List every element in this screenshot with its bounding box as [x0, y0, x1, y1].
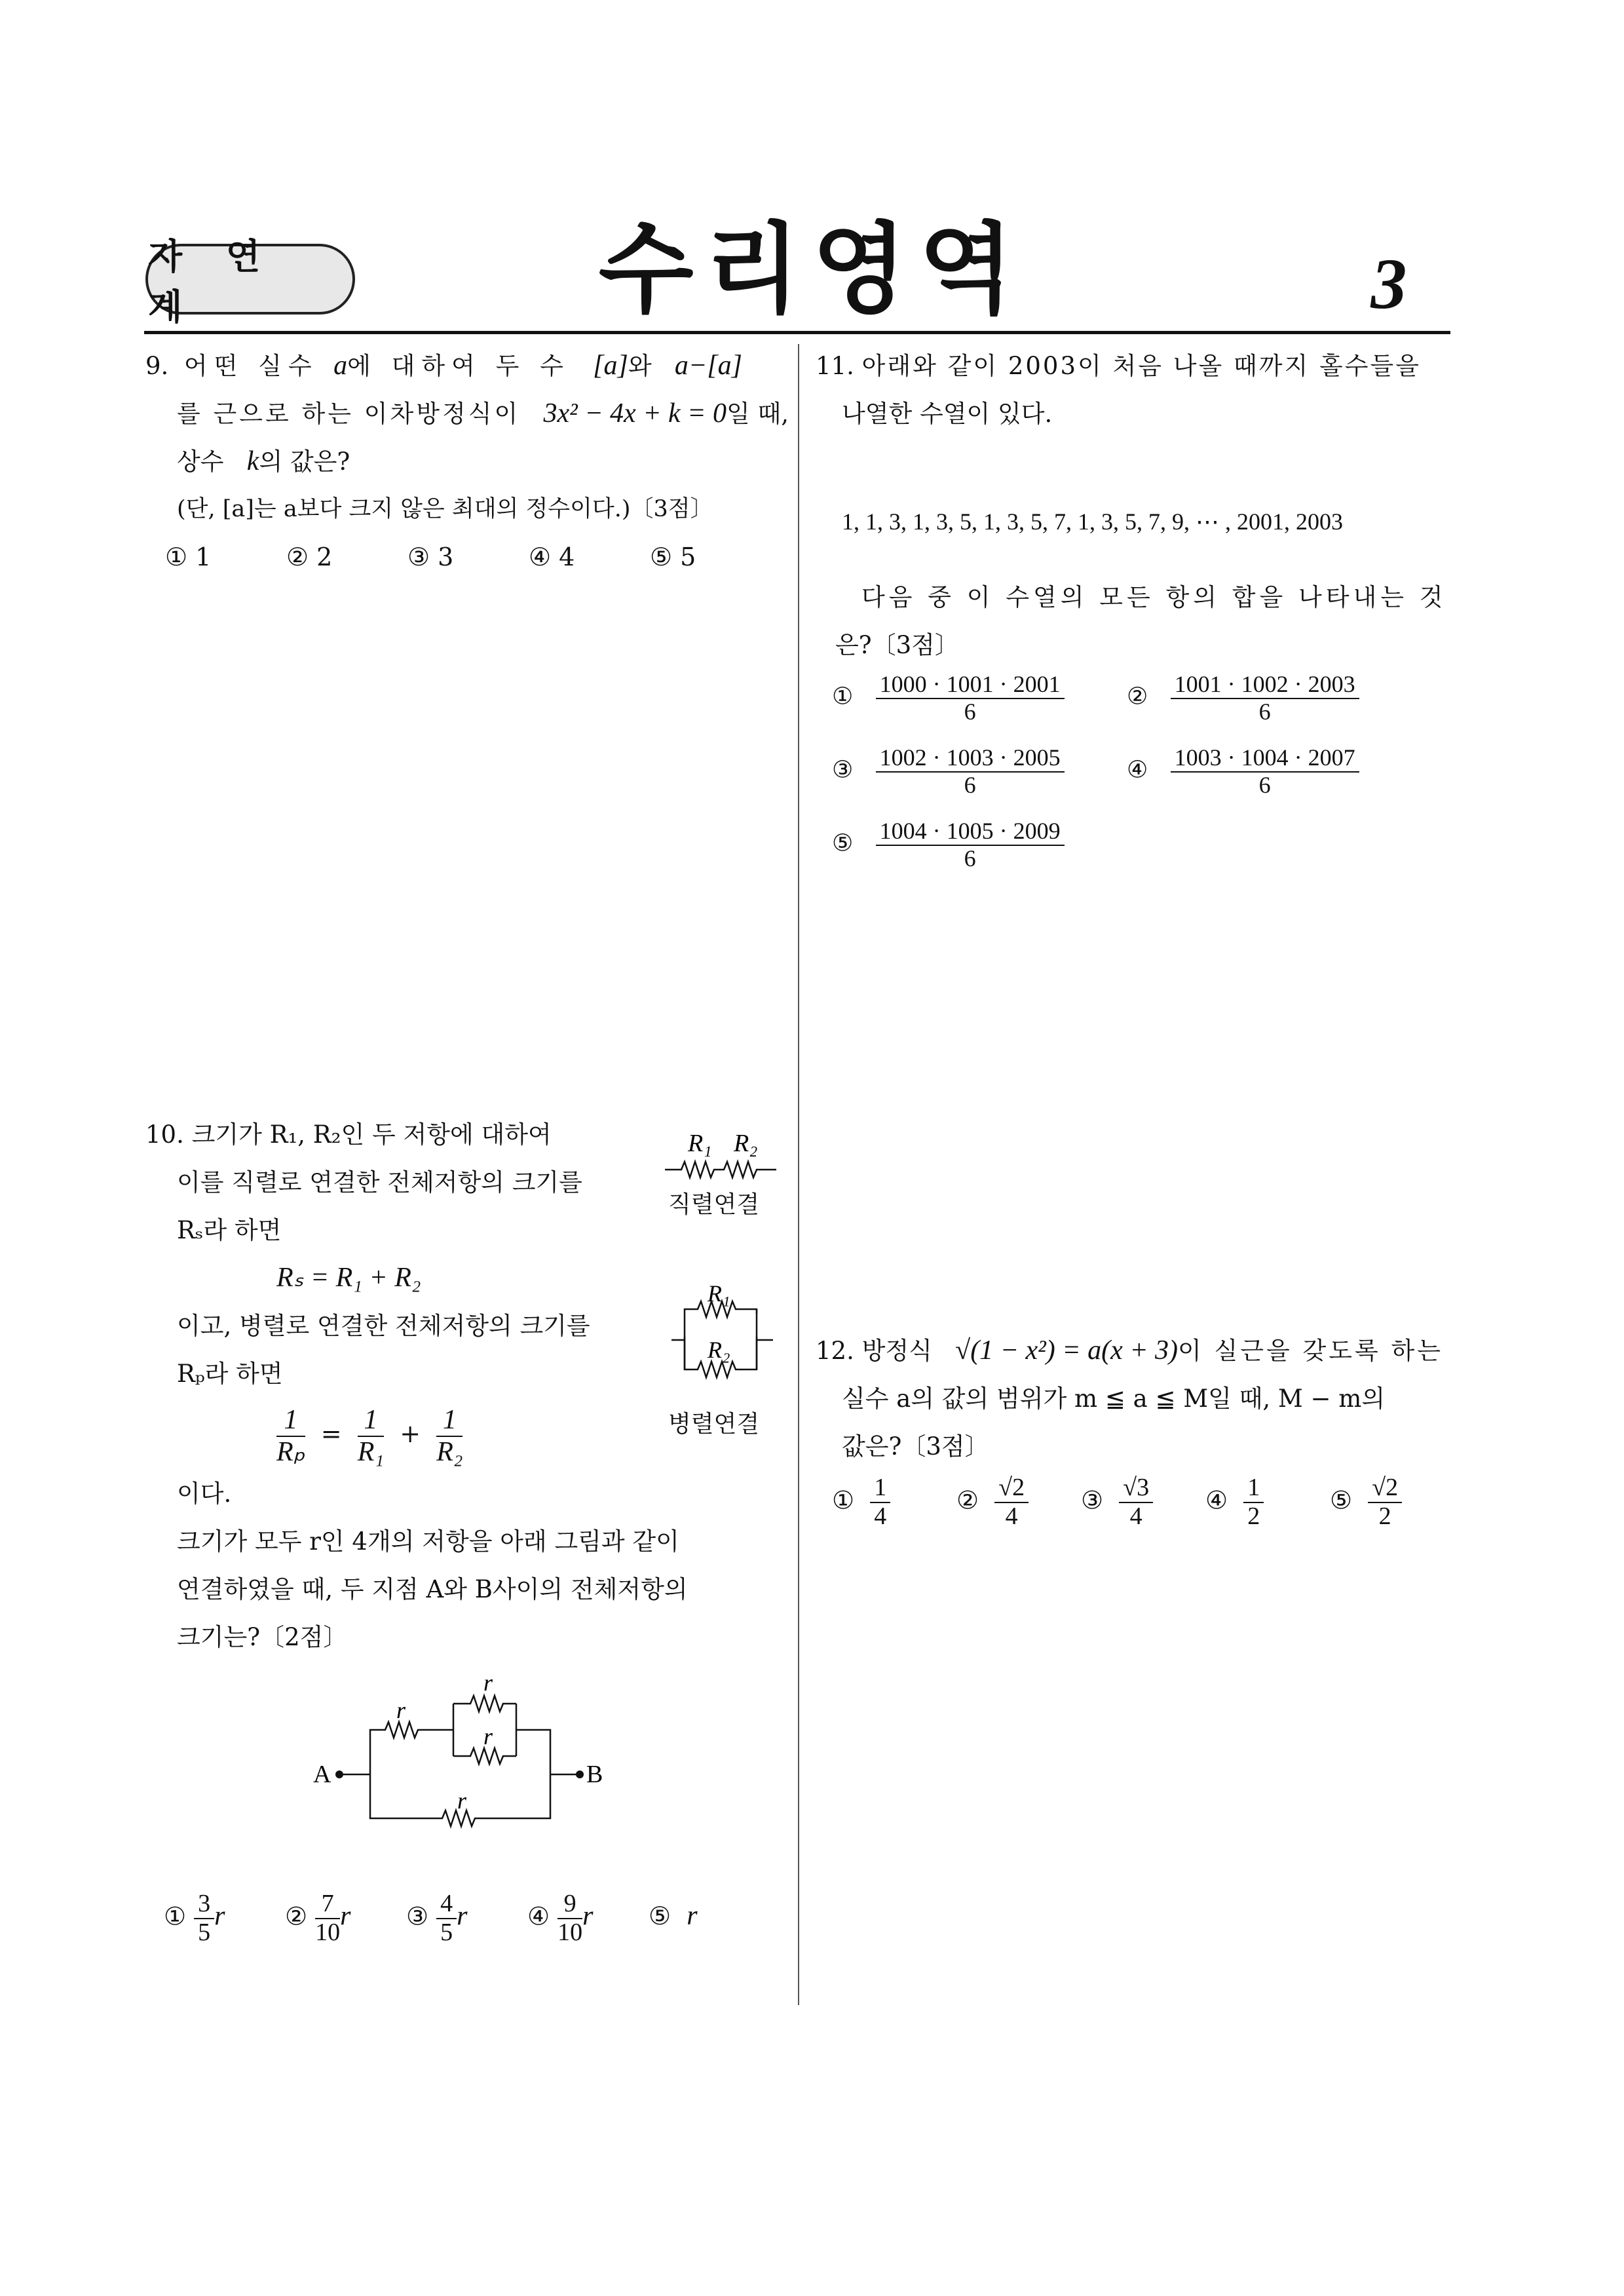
q9-choice-1[interactable]: ① 1 [165, 543, 212, 571]
page-number: 3 [1370, 244, 1407, 324]
q9-line-2 [145, 390, 789, 438]
choice-mark: ③ [832, 756, 854, 784]
q10-text: 이고, 병렬로 연결한 전체저항의 크기를 [177, 1312, 590, 1340]
q10-choice-4[interactable] [527, 1890, 649, 1947]
frac-den: 4 [1005, 1502, 1018, 1530]
q11-choice-4[interactable] [1127, 745, 1422, 798]
frac-num: √2 [994, 1474, 1029, 1503]
r2-label: R₂ [734, 1130, 758, 1157]
choice-unit: r [340, 1901, 351, 1932]
q9-text: 어떤 실수 [183, 352, 318, 380]
choice-mark: ① [164, 1902, 187, 1931]
q11-choice-3[interactable] [832, 745, 1127, 798]
q12-text: 값은?〔3점〕 [842, 1432, 989, 1461]
parallel-wire-top [685, 1301, 757, 1317]
frac-num: 1004 · 1005 · 2009 [876, 818, 1065, 846]
series-resistor-wire [665, 1162, 776, 1177]
r2-label: R₂ [708, 1337, 730, 1363]
q10-parallel-formula: $\frac{1}{\text{Rₚ}}$ = $\frac{1}{\text{R₁}}$ + $\frac{1}{\text{R₂}}$ [276, 1405, 463, 1467]
frac-den: 2 [1378, 1502, 1391, 1530]
q12-choice-5[interactable] [1330, 1474, 1428, 1531]
q10-text: Rₛ라 하면 [177, 1216, 282, 1244]
r1-label: R₁ [688, 1130, 712, 1157]
choice-mark: ④ [527, 1902, 550, 1931]
frac-num: 1 [276, 1405, 305, 1436]
q9-note: (단, [a]는 a보다 크지 않은 최대의 정수이다.)〔3점〕 [177, 496, 713, 522]
q10-text: 크기가 R₁, R₂인 두 저항에 대하여 [191, 1120, 552, 1149]
q9-choice-5[interactable]: ⑤ 5 [650, 543, 696, 571]
q12-choice-3[interactable] [1081, 1474, 1205, 1531]
header-rule [144, 331, 1450, 334]
resistor-label: r [483, 1671, 493, 1696]
q10-choice-3[interactable] [406, 1890, 527, 1947]
q10-number: 10. [145, 1120, 184, 1149]
point-a-label: A [313, 1761, 331, 1788]
frac-den: 10 [315, 1918, 341, 1946]
q9-math: [a] [593, 351, 628, 381]
choice-unit: r [687, 1901, 698, 1932]
q10-text: 연결하였을 때, 두 지점 A와 B사이의 전체저항의 [177, 1575, 688, 1603]
frac-den: 6 [964, 698, 976, 725]
frac-den: 2 [1247, 1502, 1260, 1530]
r1-label: R₁ [708, 1280, 730, 1307]
question-9 [145, 342, 789, 581]
q9-equation: 3x² − 4x + k = 0 [543, 398, 727, 429]
column-divider [798, 344, 799, 2005]
resistor-label: r [457, 1788, 467, 1814]
frac-num: 4 [436, 1890, 457, 1919]
q9-text: 일 때, [727, 400, 789, 428]
q11-choices [832, 672, 1422, 892]
frac-den: 10 [557, 1918, 583, 1946]
choice-unit: r [582, 1901, 594, 1932]
q11-choice-2[interactable] [1127, 672, 1422, 725]
q11-choice-5[interactable] [832, 818, 1127, 871]
frac-den: 6 [1258, 698, 1271, 725]
frac-num: 3 [194, 1890, 214, 1919]
q12-choices [832, 1474, 1428, 1531]
q12-text: 방정식 [861, 1337, 932, 1365]
q10-choices [164, 1890, 727, 1947]
choice-mark: ② [1127, 683, 1148, 710]
q10-text: Rₚ라 하면 [177, 1360, 283, 1388]
q11-choice-1[interactable] [832, 672, 1127, 725]
choice-mark: ① [832, 1485, 855, 1515]
choice-mark: ④ [1127, 756, 1148, 784]
q12-number: 12. [816, 1337, 854, 1365]
q9-choice-2[interactable]: ② 2 [286, 543, 333, 571]
question-10 [145, 1111, 688, 1661]
q12-choice-2[interactable] [956, 1474, 1081, 1531]
frac-num: √3 [1119, 1474, 1153, 1503]
series-caption: 직렬연결 [668, 1191, 760, 1218]
q10-text: 크기는?〔2점〕 [177, 1623, 348, 1651]
resistor-label: r [483, 1723, 493, 1750]
q11-text: 은?〔3점〕 [835, 631, 959, 659]
q9-text: 에 대하여 두 수 [347, 352, 570, 380]
q9-var: k [246, 446, 259, 476]
frac-num: √2 [1368, 1474, 1402, 1503]
q12-choice-1[interactable] [832, 1474, 956, 1531]
point-b-label: B [586, 1761, 603, 1788]
frac-num: 1 [358, 1405, 384, 1436]
frac-den: 4 [1129, 1502, 1142, 1530]
frac-den: 6 [1258, 771, 1271, 798]
q11-text: 다음 중 이 수열의 모든 항의 합을 나타내는 것 [861, 583, 1447, 611]
choice-mark: ② [956, 1485, 979, 1515]
q9-number: 9. [145, 352, 169, 380]
q9-math: a−[a] [674, 351, 742, 381]
q9-text: 의 값은? [259, 448, 350, 476]
q12-choice-4[interactable] [1205, 1474, 1330, 1531]
q11-sequence: 1, 1, 3, 1, 3, 5, 1, 3, 5, 7, 1, 3, 5, 7, 9, ⋯ , 2001, 2003 [842, 508, 1343, 535]
frac-den: R₁ [357, 1436, 385, 1467]
frac-num: 1 [436, 1405, 463, 1436]
track-badge: 자 연 계 [145, 244, 355, 315]
choice-unit: r [457, 1901, 468, 1932]
choice-mark: ⑤ [649, 1902, 671, 1931]
frac-den: 5 [198, 1918, 211, 1946]
choice-unit: r [214, 1901, 225, 1932]
page-title: 수리영역 [598, 213, 1026, 327]
choice-mark: ④ [1205, 1485, 1228, 1515]
q12-text: 이 실근을 갖도록 하는 [1178, 1337, 1444, 1365]
q9-line-3 [145, 438, 781, 486]
frac-num: 7 [315, 1890, 340, 1919]
q10-series-formula: Rₛ = R₁ + R₂ [276, 1263, 421, 1293]
choice-mark: ① [832, 683, 854, 710]
q10-choice-1[interactable] [164, 1890, 285, 1947]
q9-line-1 [145, 342, 781, 390]
q11-text: 아래와 같이 2003이 처음 나올 때까지 홀수들을 [861, 352, 1421, 380]
choice-mark: ② [285, 1902, 308, 1931]
frac-num: 9 [557, 1890, 582, 1919]
q10-text: 이를 직렬로 연결한 전체저항의 크기를 [177, 1168, 582, 1196]
q9-choice-4[interactable]: ④ 4 [529, 543, 575, 571]
frac-num: 1002 · 1003 · 2005 [876, 745, 1065, 773]
frac-den: R₂ [436, 1436, 463, 1467]
q9-text: 를 근으로 하는 이차방정식이 [177, 400, 521, 428]
question-12 [816, 1327, 1451, 1470]
q12-text: 실수 a의 값의 범위가 m ≦ a ≦ M일 때, M − m의 [842, 1385, 1386, 1413]
q9-choices [145, 533, 781, 581]
q11-text: 나열한 수열이 있다. [842, 400, 1053, 428]
choice-mark: ⑤ [832, 830, 854, 857]
q10-choice-5[interactable] [649, 1900, 727, 1932]
choice-mark: ⑤ [1330, 1485, 1353, 1515]
q9-choice-3[interactable]: ③ 3 [407, 543, 454, 571]
frac-den: Rₚ [276, 1436, 305, 1467]
frac-den: 6 [964, 845, 976, 871]
circuit-diagram [308, 1671, 616, 1841]
frac-num: 1000 · 1001 · 2001 [876, 672, 1065, 699]
frac-den: 4 [874, 1502, 887, 1530]
q10-choice-2[interactable] [285, 1890, 406, 1947]
q11-prompt [835, 573, 1451, 669]
q10-line-1 [145, 1111, 643, 1158]
frac-num: 1 [870, 1474, 890, 1503]
q12-equation: √(1 − x²) = a(x + 3) [955, 1335, 1179, 1366]
frac-den: 5 [440, 1918, 453, 1946]
q11-number: 11. [816, 352, 854, 380]
q10-text: 이다. [177, 1480, 232, 1508]
choice-mark: ③ [1081, 1485, 1104, 1515]
frac-num: 1001 · 1002 · 2003 [1171, 672, 1359, 699]
frac-num: 1003 · 1004 · 2007 [1171, 745, 1359, 773]
q9-var: a [333, 351, 348, 381]
q11-line-1 [816, 342, 1451, 390]
q12-line-1 [816, 1327, 1451, 1375]
question-11 [816, 342, 1451, 438]
choice-mark: ③ [406, 1902, 429, 1931]
q10-text: 크기가 모두 r인 4개의 저항을 아래 그림과 같이 [177, 1527, 679, 1556]
parallel-caption: 병렬연결 [668, 1411, 760, 1438]
q9-text: 와 [628, 352, 652, 380]
parallel-diagram [665, 1278, 783, 1402]
frac-den: 6 [964, 771, 976, 798]
resistor-label: r [396, 1697, 406, 1723]
q9-text: 상수 [177, 448, 224, 476]
frac-num: 1 [1243, 1474, 1264, 1503]
